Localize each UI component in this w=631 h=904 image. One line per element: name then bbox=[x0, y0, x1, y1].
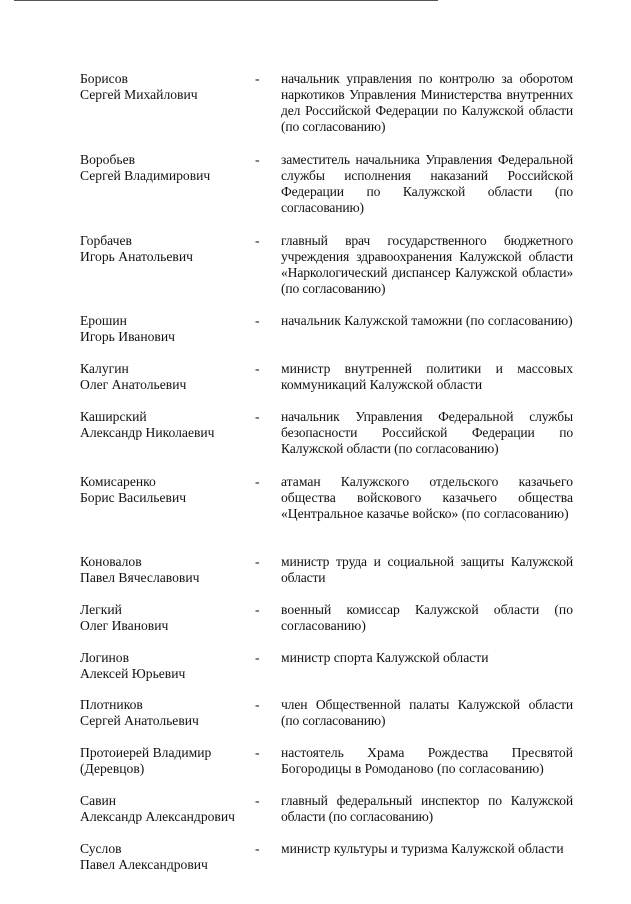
separator-dash: - bbox=[255, 409, 260, 424]
member-position: настоятель Храма Рождества Пресвятой Богородицы в Ромоданово (по согласованию) bbox=[281, 745, 573, 776]
member-name bbox=[80, 361, 250, 393]
member-name bbox=[80, 409, 250, 441]
member-given-name: Борис Васильевич bbox=[80, 490, 187, 505]
member-given-name: Игорь Анатольевич bbox=[80, 249, 193, 264]
member-surname: Калугин bbox=[80, 361, 129, 376]
member-name bbox=[80, 650, 250, 682]
member-surname: Савин bbox=[80, 793, 117, 808]
member-name bbox=[80, 793, 250, 825]
member-given-name: Александр Николаевич bbox=[80, 425, 215, 440]
member-name bbox=[80, 841, 250, 873]
member-surname: Протоиерей Владимир bbox=[80, 745, 212, 760]
separator-dash: - bbox=[255, 233, 260, 248]
member-position: заместитель начальника Управления Федеральной службы исполнения наказаний Российской Федерации по Калужской области (по согласованию) bbox=[281, 152, 573, 215]
member-position: главный врач государственного бюджетного учреждения здравоохранения Калужской области «Наркологический диспансер Калужской области» (по согласованию) bbox=[281, 233, 573, 296]
member-name bbox=[80, 602, 250, 634]
member-position: начальник Управления Федеральной службы безопасности Российской Федерации по Калужской области (по согласованию) bbox=[281, 409, 573, 456]
member-surname: Ерошин bbox=[80, 313, 127, 328]
member-position: член Общественной палаты Калужской области (по согласованию) bbox=[281, 697, 573, 728]
member-position: главный федеральный инспектор по Калужской области (по согласованию) bbox=[281, 793, 573, 824]
member-given-name: Павел Александрович bbox=[80, 857, 208, 872]
member-surname: Каширский bbox=[80, 409, 147, 424]
member-surname: Воробьев bbox=[80, 152, 136, 167]
member-surname: Горбачев bbox=[80, 233, 132, 248]
member-given-name: (Деревцов) bbox=[80, 761, 145, 776]
member-position: министр культуры и туризма Калужской области bbox=[281, 841, 564, 856]
separator-dash: - bbox=[255, 474, 260, 489]
separator-dash: - bbox=[255, 697, 260, 712]
separator-dash: - bbox=[255, 554, 260, 569]
separator-dash: - bbox=[255, 152, 260, 167]
member-given-name: Александр Александрович bbox=[80, 809, 235, 824]
separator-dash: - bbox=[255, 361, 260, 376]
member-surname: Коновалов bbox=[80, 554, 142, 569]
member-name bbox=[80, 233, 250, 265]
member-given-name: Павел Вячеславович bbox=[80, 570, 200, 585]
member-surname: Легкий bbox=[80, 602, 122, 617]
member-position: министр спорта Калужской области bbox=[281, 650, 489, 665]
separator-dash: - bbox=[255, 841, 260, 856]
separator-dash: - bbox=[255, 793, 260, 808]
member-surname: Суслов bbox=[80, 841, 122, 856]
member-given-name: Сергей Владимирович bbox=[80, 168, 211, 183]
member-position: министр внутренней политики и массовых коммуникаций Калужской области bbox=[281, 361, 573, 392]
member-position: министр труда и социальной защиты Калужской области bbox=[281, 554, 573, 585]
separator-dash: - bbox=[255, 602, 260, 617]
member-name bbox=[80, 152, 250, 184]
separator-dash: - bbox=[255, 745, 260, 760]
separator-dash: - bbox=[255, 650, 260, 665]
member-surname: Борисов bbox=[80, 71, 128, 86]
member-name bbox=[80, 474, 250, 506]
member-surname: Комисаренко bbox=[80, 474, 156, 489]
member-position: военный комиссар Калужской области (по согласованию) bbox=[281, 602, 573, 633]
member-surname: Логинов bbox=[80, 650, 130, 665]
member-given-name: Сергей Анатольевич bbox=[80, 713, 199, 728]
member-given-name: Игорь Иванович bbox=[80, 329, 175, 344]
member-name bbox=[80, 697, 250, 729]
member-given-name: Олег Анатольевич bbox=[80, 377, 187, 392]
separator-dash: - bbox=[255, 313, 260, 328]
member-given-name: Алексей Юрьевич bbox=[80, 666, 186, 681]
member-surname: Плотников bbox=[80, 697, 143, 712]
separator-dash: - bbox=[255, 71, 260, 86]
member-name bbox=[80, 554, 250, 586]
member-given-name: Олег Иванович bbox=[80, 618, 169, 633]
member-position: атаман Калужского отдельского казачьего общества войскового казачьего общества «Центральное казачье войско» (по согласованию) bbox=[281, 474, 573, 521]
member-position: начальник управления по контролю за оборотом наркотиков Управления Министерства внутренних дел Российской Федерации по Калужской области (по согласованию) bbox=[281, 71, 573, 134]
member-name bbox=[80, 745, 250, 777]
member-given-name: Сергей Михайлович bbox=[80, 87, 198, 102]
member-name bbox=[80, 71, 250, 103]
member-name bbox=[80, 313, 250, 345]
member-position: начальник Калужской таможни (по согласованию) bbox=[281, 313, 573, 328]
